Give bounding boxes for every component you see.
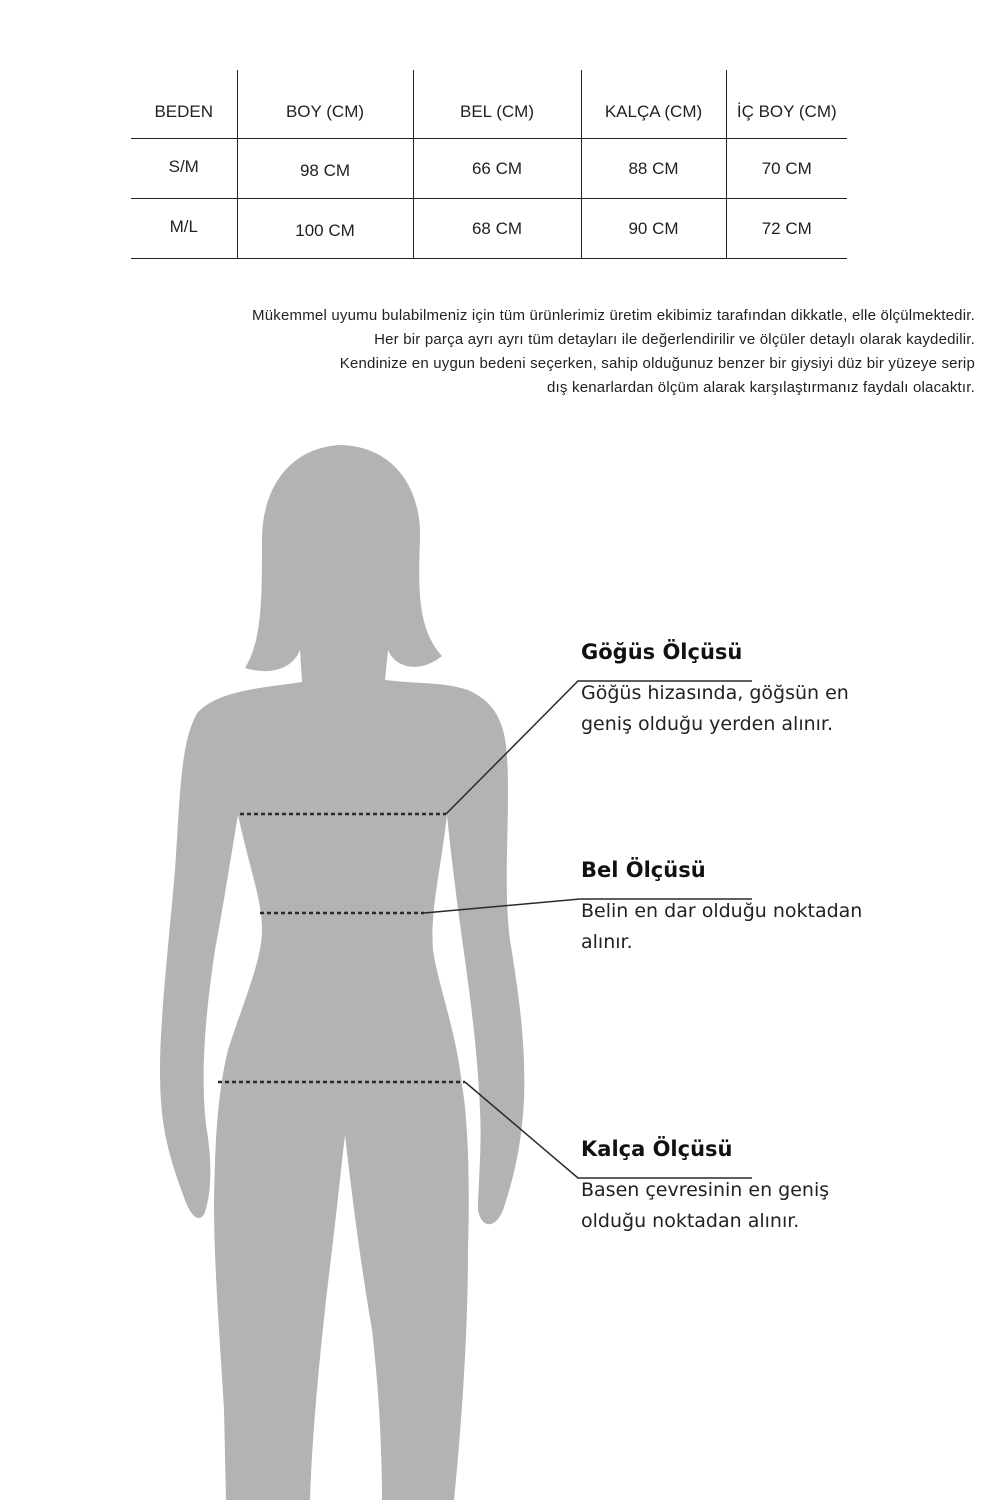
- header-ic-boy: İÇ BOY (CM): [736, 102, 837, 121]
- chest-desc-line: Göğüs hizasında, göğsün en: [581, 682, 849, 704]
- cell-bel: 68 CM: [413, 199, 581, 259]
- note-line: Kendinize en uygun bedeni seçerken, sahip olduğunuz benzer bir giysiyi düz bir yüzeye serip: [339, 355, 975, 372]
- female-body-silhouette-icon: [160, 445, 524, 1500]
- note-line: dış kenarlardan ölçüm alarak karşılaştırmanız faydalı olacaktır.: [547, 379, 975, 396]
- waist-desc-line: Belin en dar olduğu noktadan: [581, 900, 863, 922]
- cell-kalca: 88 CM: [581, 139, 726, 199]
- header-boy: BOY (CM): [237, 70, 413, 139]
- header-bel: BEL (CM): [413, 70, 581, 139]
- note-line: Her bir parça ayrı ayrı tüm detayları ile değerlendirilir ve ölçüler detaylı olarak kaydedilir.: [374, 331, 975, 348]
- cell-ic-boy: 72 CM: [761, 218, 812, 238]
- cell-size: M/L: [131, 199, 237, 259]
- hip-title: Kalça Ölçüsü: [581, 1137, 733, 1161]
- chest-desc-line: geniş olduğu yerden alınır.: [581, 713, 834, 735]
- cell-boy: 100 CM: [237, 199, 413, 259]
- chest-title: Göğüs Ölçüsü: [581, 640, 743, 664]
- header-kalca: KALÇA (CM): [581, 70, 726, 139]
- hip-desc-line: Basen çevresinin en geniş: [581, 1179, 830, 1201]
- header-beden: BEDEN: [131, 70, 237, 139]
- hip-desc-line: olduğu noktadan alınır.: [581, 1210, 800, 1232]
- cell-ic-boy: 70 CM: [761, 158, 812, 178]
- waist-desc-line: alınır.: [581, 931, 633, 953]
- waist-title: Bel Ölçüsü: [581, 858, 706, 882]
- note-line: Mükemmel uyumu bulabilmeniz için tüm ürünlerimiz üretim ekibimiz tarafından dikkatle, elle ölçülmektedir.: [252, 307, 975, 324]
- waist-description: [581, 896, 861, 958]
- chest-measurement-label: [581, 640, 861, 740]
- chest-description: [581, 678, 861, 740]
- cell-kalca: 90 CM: [581, 199, 726, 259]
- cell-boy: 98 CM: [237, 139, 413, 199]
- waist-measurement-label: [581, 858, 861, 958]
- cell-bel: 66 CM: [413, 139, 581, 199]
- cell-size: S/M: [131, 139, 237, 199]
- hip-description: [581, 1175, 861, 1237]
- hip-measurement-label: [581, 1137, 861, 1237]
